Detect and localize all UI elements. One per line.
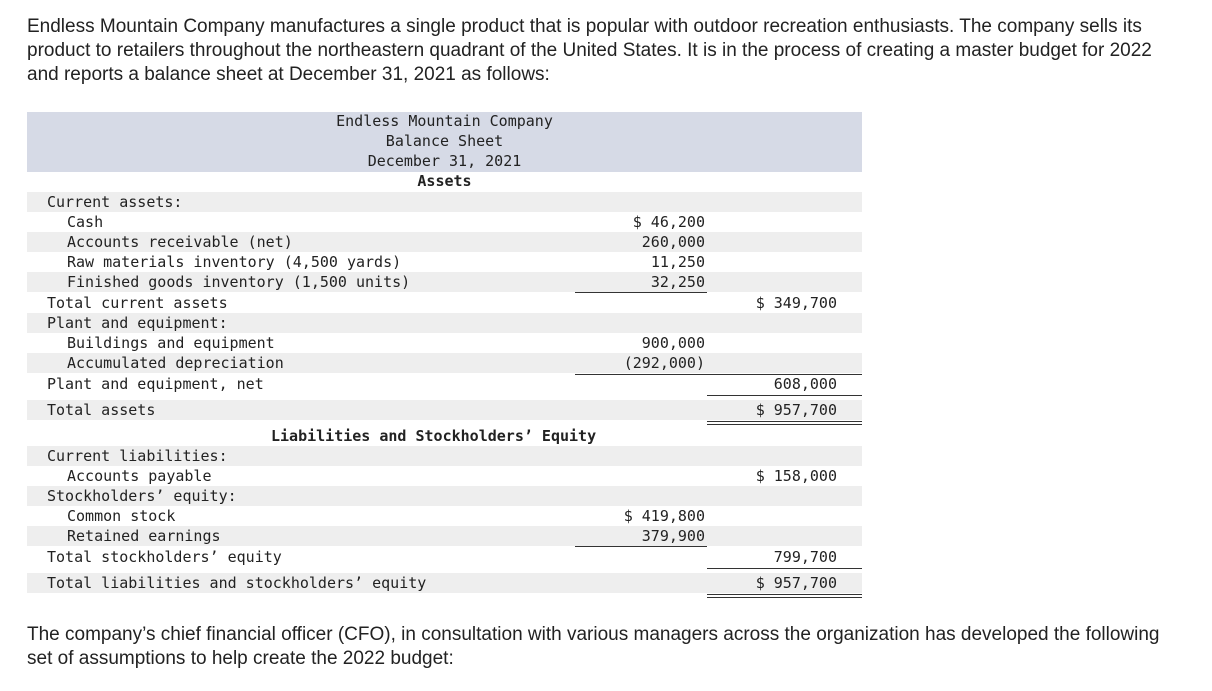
row-liab-heading [27,426,862,446]
cash-label: Cash [67,213,104,231]
plant-net-label: Plant and equipment, net [47,375,264,393]
raw-value: 11,250 [650,253,705,271]
row-total-se [27,547,862,567]
double-rule-1a [707,421,862,422]
sheet-title: Balance Sheet [385,132,504,150]
liabilities-heading: Liabilities and Stockholders’ Equity [271,427,597,445]
row-total-current-assets [27,293,862,313]
row-accumulated-depreciation [27,353,862,373]
sheet-date: December 31, 2021 [367,152,522,170]
total-assets-value: $ 957,700 [755,401,837,419]
total-current-value: $ 349,700 [755,294,837,312]
current-liabilities-label: Current liabilities: [47,447,228,465]
plant-net-value: 608,000 [773,375,837,393]
total-le-rule [707,568,862,569]
raw-label: Raw materials inventory (4,500 yards) [67,253,402,271]
intro-paragraph: Endless Mountain Company manufactures a single product that is popular with outdoor recreation enthusiasts. The company sells its product to retailers throughout the northeastern quadrant of the United States. It is in the process of creating a master budget for 2022 and reports a balance sheet at December 31, 2021 as follows: [27,16,1152,85]
row-total-assets [27,400,862,420]
company-name: Endless Mountain Company [336,112,553,130]
total-current-label: Total current assets [47,294,228,312]
total-le-label: Total liabilities and stockholders’ equity [47,574,427,592]
double-rule-2b [707,597,862,598]
accum-label: Accumulated depreciation [67,354,284,372]
assets-heading: Assets [417,172,472,190]
se-heading: Stockholders’ equity: [47,487,237,505]
plant-heading: Plant and equipment: [47,314,228,332]
row-accounts-receivable [27,232,862,252]
accum-value: (292,000) [623,354,705,372]
ar-value: 260,000 [641,233,705,251]
fg-label: Finished goods inventory (1,500 units) [67,273,411,291]
retained-label: Retained earnings [67,527,221,545]
row-plant-heading [27,313,862,333]
fg-value: 32,250 [650,273,705,291]
row-raw-materials [27,252,862,272]
total-assets-rule [707,395,862,396]
row-current-liabilities [27,446,862,466]
current-assets-label: Current assets: [47,193,183,211]
common-label: Common stock [67,507,176,525]
common-value: $ 419,800 [623,507,705,525]
ap-label: Accounts payable [67,467,212,485]
total-assets-label: Total assets [47,401,156,419]
row-common-stock [27,506,862,526]
row-se-heading [27,486,862,506]
row-plant-net [27,374,862,394]
ar-label: Accounts receivable (net) [67,233,293,251]
buildings-label: Buildings and equipment [67,334,275,352]
retained-value: 379,900 [641,527,705,545]
buildings-value: 900,000 [641,334,705,352]
row-buildings [27,333,862,353]
row-retained-earnings [27,526,862,546]
row-current-assets [27,192,862,212]
row-cash [27,212,862,232]
row-finished-goods [27,272,862,292]
row-total-le [27,573,862,593]
outro-paragraph: The company’s chief financial officer (CFO), in consultation with various managers across the organization has developed the following set of assumptions to help create the 2022 budget: [27,624,1160,669]
double-rule-2a [707,594,862,595]
row-accounts-payable [27,466,862,486]
total-se-value: 799,700 [773,548,837,566]
ap-value: $ 158,000 [755,467,837,485]
total-le-value: $ 957,700 [755,574,837,592]
cash-value: $ 46,200 [632,213,705,231]
double-rule-1b [707,424,862,425]
balance-sheet [27,112,862,592]
total-se-label: Total stockholders’ equity [47,548,282,566]
